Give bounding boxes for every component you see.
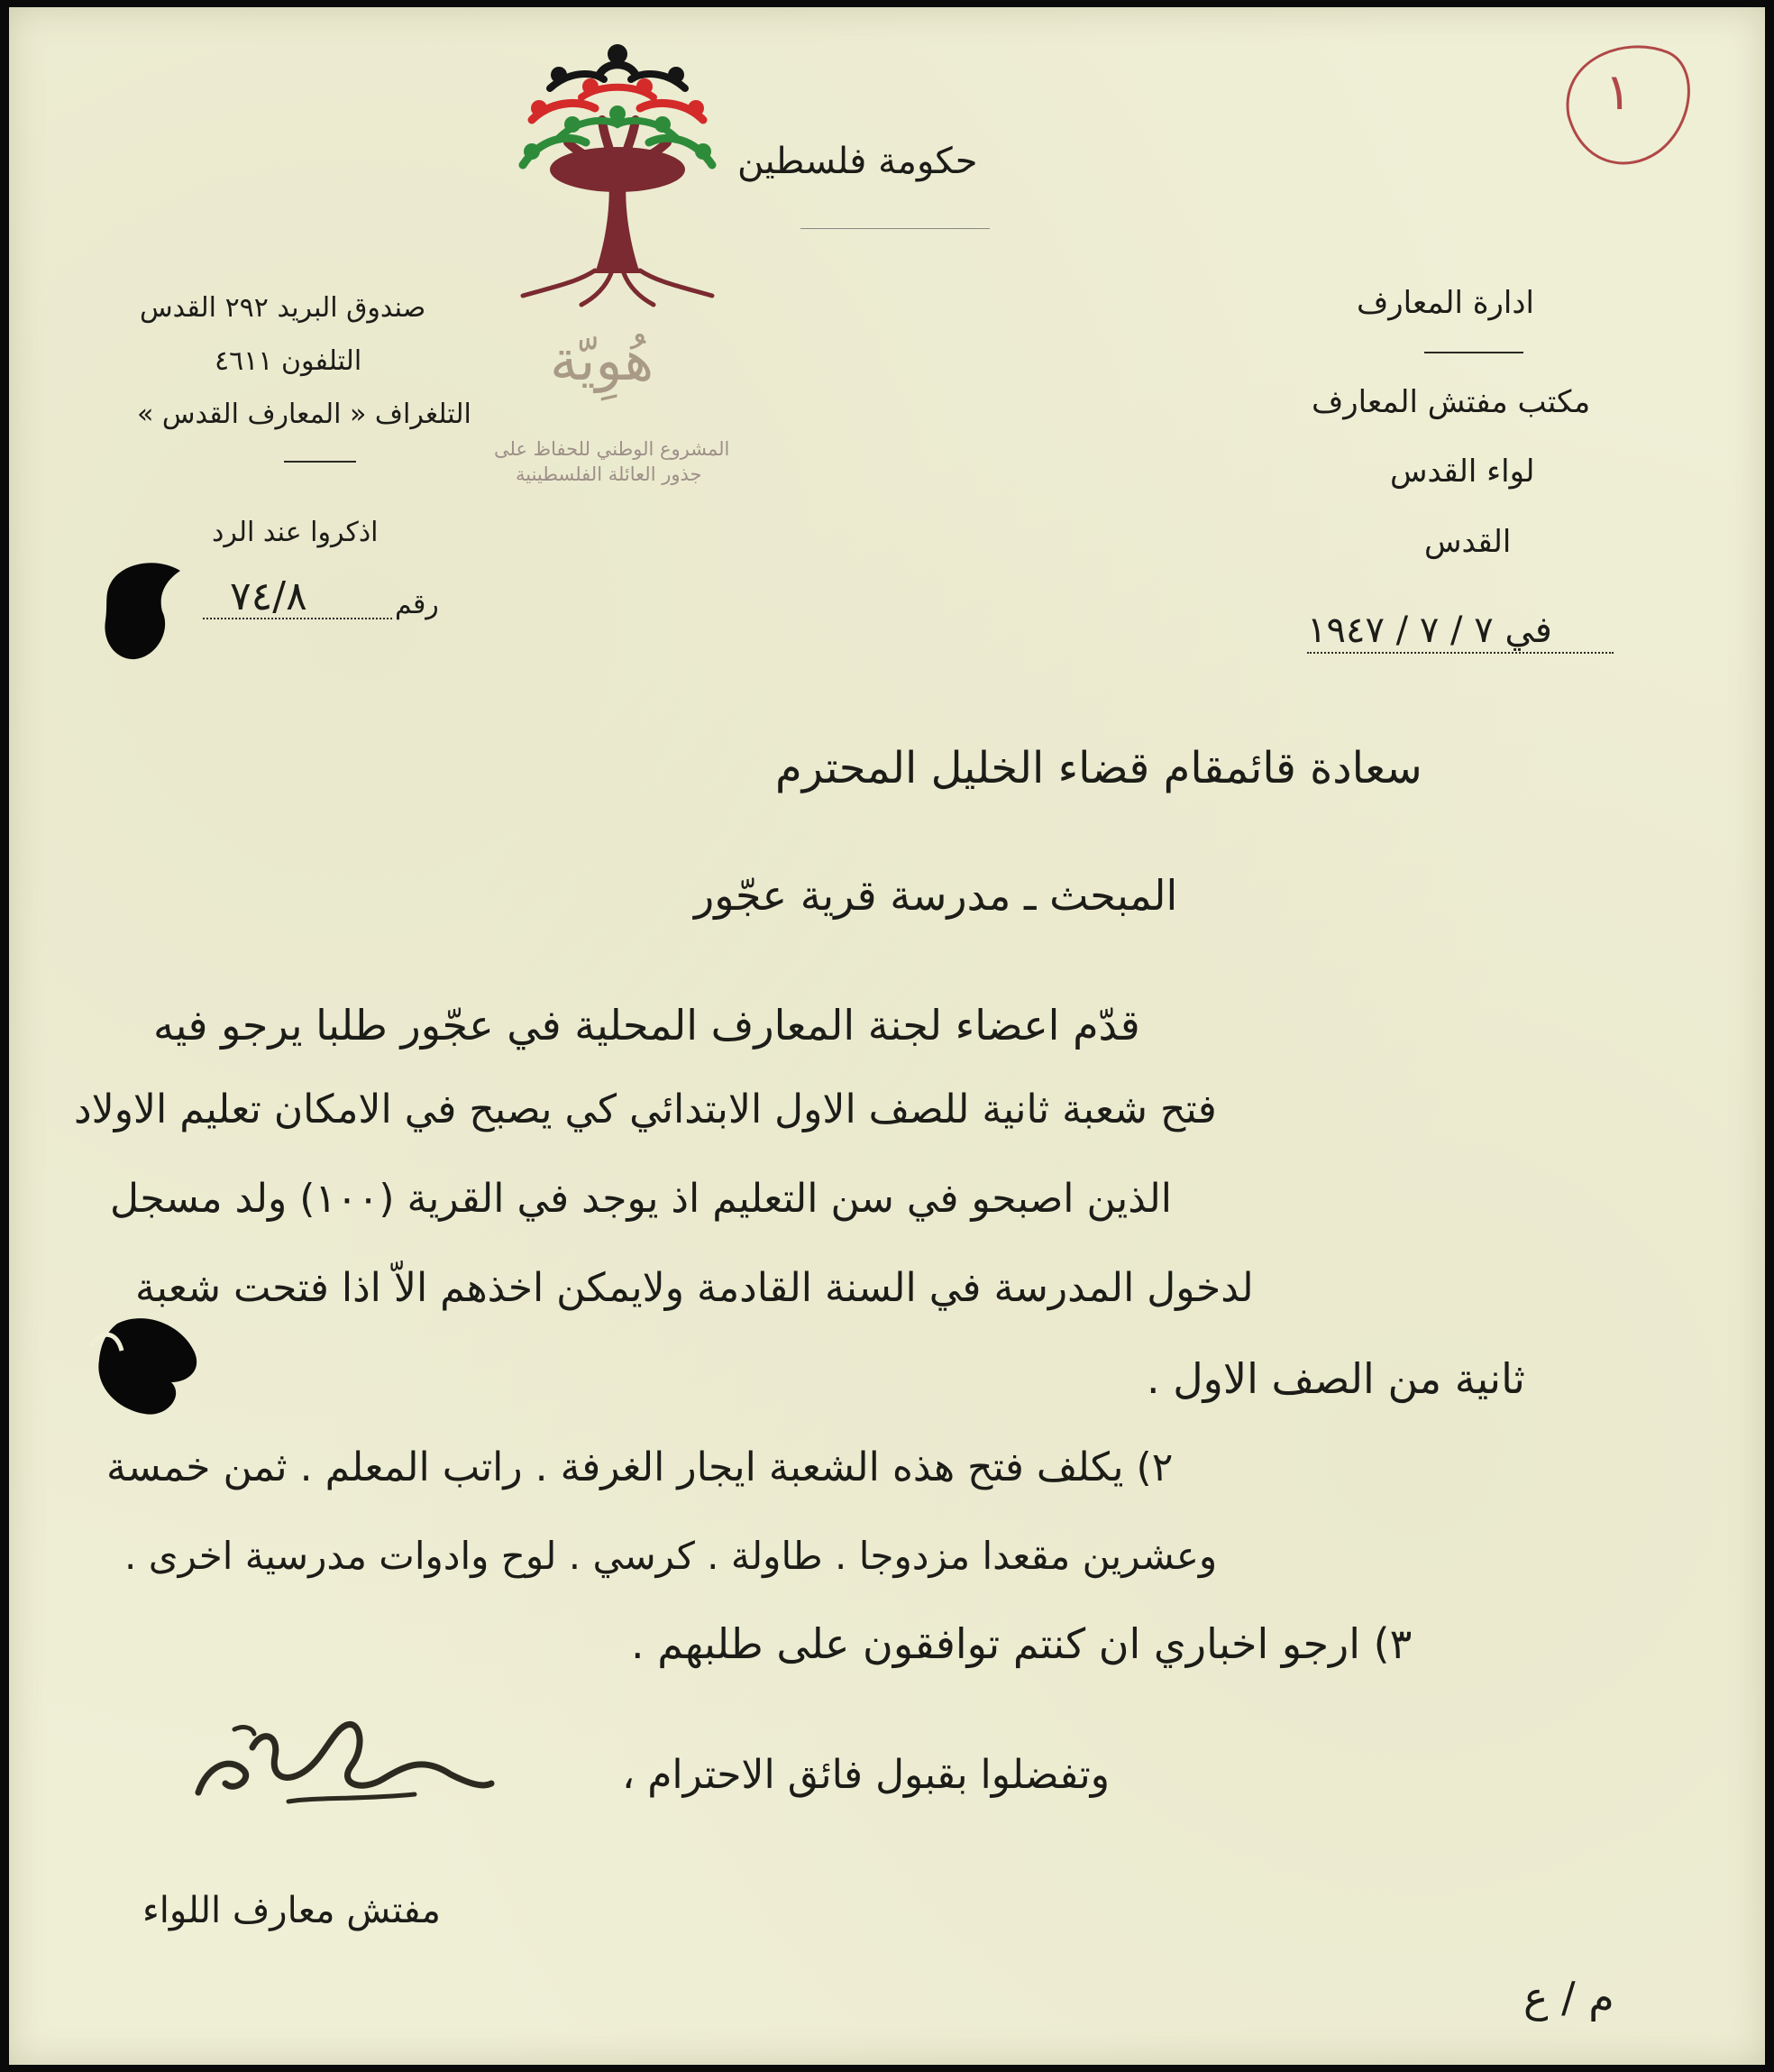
date-dotted-line bbox=[1307, 652, 1614, 654]
initials: م / ع bbox=[1523, 1973, 1614, 2022]
ink-blot-bottom bbox=[81, 1306, 207, 1432]
addressee: سعادة قائمقام قضاء الخليل المحترم bbox=[775, 743, 1422, 793]
reference-dotted-line bbox=[203, 618, 392, 619]
subject-line: المبحث ـ مدرسة قرية عجّور bbox=[694, 871, 1178, 920]
government-underline bbox=[800, 228, 990, 229]
reference-label: رقم bbox=[395, 589, 439, 620]
body-line: وعشرين مقعدا مزدوجا . طاولة . كرسي . لوح وادوات مدرسية اخرى . bbox=[124, 1534, 1218, 1578]
body-line: لدخول المدرسة في السنة القادمة ولايمكن اخذهم الاّ اذا فتحت شعبة bbox=[135, 1265, 1254, 1311]
district-name: لواء القدس bbox=[1390, 454, 1535, 490]
department-name: ادارة المعارف bbox=[1357, 285, 1534, 321]
handwritten-signature bbox=[180, 1693, 505, 1838]
reference-number: ٧٤/٨ bbox=[230, 573, 307, 619]
watermark-tagline-2: جذور العائلة الفلسطينية bbox=[516, 463, 702, 485]
government-title: حكومة فلسطين bbox=[737, 141, 978, 182]
body-line: ٣) ارجو اخباري ان كنتم توافقون على طلبهم . bbox=[631, 1619, 1413, 1668]
page-number: ١ bbox=[1605, 63, 1632, 122]
document-page bbox=[9, 7, 1765, 2065]
body-line: ٢) يكلف فتح هذه الشعبة ايجار الغرفة . راتب المعلم . ثمن خمسة bbox=[106, 1444, 1174, 1490]
department-underline bbox=[1424, 352, 1523, 353]
city-name: القدس bbox=[1424, 524, 1512, 560]
body-line: فتح شعبة ثانية للصف الاول الابتدائي كي يصبح في الامكان تعليم الاولاد bbox=[74, 1086, 1217, 1132]
watermark-name: هُوِيّة bbox=[550, 327, 654, 393]
office-name: مكتب مفتش المعارف bbox=[1312, 384, 1591, 420]
reply-note: اذكروا عند الرد bbox=[212, 517, 379, 548]
telegraph-address: التلغراف « المعارف القدس » bbox=[137, 399, 471, 430]
body-line: الذين اصبحو في سن التعليم اذ يوجد في القرية (١٠٠) ولد مسجل bbox=[110, 1176, 1172, 1222]
phone-number: التلفون ٤٦١١ bbox=[215, 345, 362, 377]
closing-line: وتفضلوا بقبول فائق الاحترام ، bbox=[622, 1752, 1110, 1798]
contact-underline bbox=[284, 461, 356, 463]
tree-logo-icon bbox=[505, 34, 730, 323]
po-box: صندوق البريد ٢٩٢ القدس bbox=[140, 292, 426, 324]
body-line: قدّم اعضاء لجنة المعارف المحلية في عجّور طلبا يرجو فيه bbox=[153, 1001, 1140, 1050]
body-line: ثانية من الصف الاول . bbox=[1147, 1354, 1525, 1403]
ink-blot-top bbox=[95, 553, 194, 670]
signatory-title: مفتش معارف اللواء bbox=[142, 1890, 441, 1931]
watermark-tagline-1: المشروع الوطني للحفاظ على bbox=[494, 438, 730, 460]
letter-date: في ٧ / ٧ / ١٩٤٧ bbox=[1307, 610, 1552, 651]
